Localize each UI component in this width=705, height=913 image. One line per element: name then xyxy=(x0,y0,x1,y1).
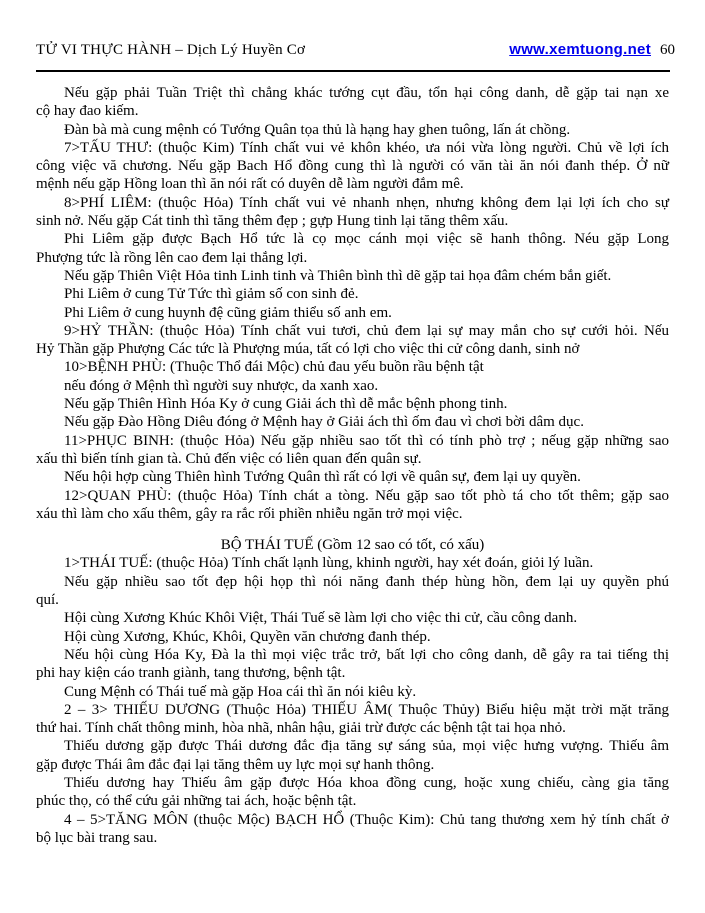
page-number: 60 xyxy=(660,42,675,58)
paragraph xyxy=(36,628,669,646)
paragraph xyxy=(36,683,669,701)
text-line: Phi Liêm gặp được Bạch Hổ tức là cọ mọc cánh mọi việc sẽ hanh thông. Néu gặp Long xyxy=(64,231,669,248)
paragraph xyxy=(36,194,669,231)
text-line: Cung Mệnh có Thái tuế mà gặp Hoa cái thì ăn nói kiêu kỳ. xyxy=(64,683,417,700)
text-line: sinh nở. Nếu gặp Cát tinh thì tăng thêm đẹp ; gựp Hung tinh lại tăng thêm xấu. xyxy=(36,213,509,230)
text-line: Phượng tức là rồng lên cao đem lại thắng lợi. xyxy=(36,249,308,266)
paragraph xyxy=(36,377,669,395)
text-line: mệnh nếu gặp Hồng loan thì ăn nói rất có duyên dễ làm người đắm mê. xyxy=(36,176,464,193)
paragraph xyxy=(36,554,669,572)
text-line: thứ hai. Tính chất thông minh, hòa nhã, nhân hậu, giải trừ được các bệnh tật tai họa nhỏ. xyxy=(36,720,566,737)
text-line: 10>BỆNH PHÙ: (Thuộc Thổ đái Mộc) chủ đau yếu buồn rầu bệnh tật xyxy=(64,359,484,376)
header-title: TỬ VI THỰC HÀNH – Dịch Lý Huyền Cơ xyxy=(36,42,306,58)
paragraph xyxy=(36,811,669,848)
paragraph xyxy=(36,267,669,285)
paragraph xyxy=(36,487,669,524)
text-line: 8>PHÍ LIÊM: (thuộc Hỏa) Tính chất vui vẻ nhanh nhẹn, nhưng không đem lại lợi ích cho sự xyxy=(64,194,669,211)
paragraph xyxy=(36,737,669,774)
text-line: Thiếu dương hay Thiếu âm gặp được Hóa khoa đồng cung, hoặc xung chiếu, càng gia tăng xyxy=(64,774,669,791)
text-line: xáu thì làm cho xấu thêm, gây ra rắc rối phiền nhiễu ngăn trở mọi việc. xyxy=(36,505,463,522)
text-line: 7>TẤU THƯ: (thuộc Kim) Tính chất vui vẻ khôn khéo, ưa nói vừa lòng người. Chủ về lợi ích xyxy=(64,139,669,156)
text-line: xấu thì biến tính gian tà. Chủ đến việc có liên quan đến quân sự. xyxy=(36,450,422,467)
text-line: 4 – 5>TĂNG MÔN (thuộc Mộc) BẠCH HỔ (Thuộc Kim): Chủ tang thương xem hỷ tính chất ở xyxy=(64,811,669,828)
text-line: 11>PHỤC BINH: (thuộc Hỏa) Nếu gặp nhiều sao tốt thì có tính phò trợ ; nếug gặp những sao xyxy=(64,432,669,449)
text-line: nếu đóng ở Mệnh thì người suy nhược, da xanh xao. xyxy=(64,377,379,394)
paragraph xyxy=(36,432,669,469)
paragraph xyxy=(36,413,669,431)
text-line: quí. xyxy=(36,592,59,609)
text-line: cộ hay đao kiếm. xyxy=(36,103,139,120)
text-line: Đàn bà mà cung mệnh có Tướng Quân tọa thủ là hạng hay ghen tuông, lấn át chồng. xyxy=(64,121,571,138)
page-header xyxy=(36,41,675,59)
text-line: 9>HỶ THẦN: (thuộc Hỏa) Tính chất vui tươi, chủ đem lại sự may mắn cho sự cưới hỏi. Nếu xyxy=(64,322,669,339)
text-line: Hỷ Thần gặp Phượng Các tức là Phượng múa, tất có lợi cho việc thi cử công danh, sinh nở xyxy=(36,341,580,358)
text-line: Nếu hội cùng Hóa Ky, Đà la thì mọi việc trắc trở, bất lợi cho công danh, dễ gây ra tai tiếng thị xyxy=(64,646,669,663)
paragraph xyxy=(36,304,669,322)
text-line: gặp được Thái âm đắc đại lại tăng thêm uy lực mọi sự hanh thông. xyxy=(36,756,435,773)
document-body xyxy=(36,84,669,847)
text-line: Phi Liêm ở cung Tử Tức thì giảm số con sinh đẻ. xyxy=(64,286,359,303)
paragraph xyxy=(36,468,669,486)
text-line: Nếu gặp Thiên Hình Hóa Ky ở cung Giải ách thì dễ mắc bệnh phong tinh. xyxy=(64,396,508,413)
text-line: công việc vă chương. Nếu gặp Bach Hổ đồng cung thì là người có văn tài ăn nói đanh thép. Ở nữ xyxy=(36,158,669,175)
paragraph xyxy=(36,701,669,738)
paragraph xyxy=(36,84,669,121)
text-line: Thiếu dương gặp được Thái dương đắc địa tăng sự sáng sủa, mọi việc hưng vượng. Thiếu âm xyxy=(64,738,669,755)
paragraph xyxy=(36,230,669,267)
paragraph xyxy=(36,774,669,811)
text-line: phúc thọ, có thể cứu gải những tai ách, hoặc bệnh tật. xyxy=(36,793,357,810)
text-line: BỘ THÁI TUẾ (Gồm 12 sao có tốt, có xấu) xyxy=(220,537,485,554)
header-right-group xyxy=(509,41,675,59)
text-line: Nếu gặp Thiên Việt Hỏa tinh Linh tinh và Thiên bình thì dẽ gặp tai họa đâm chém bắn giết. xyxy=(64,267,612,284)
text-line: bộ lục bài trang sau. xyxy=(36,829,158,846)
text-line: 12>QUAN PHÙ: (thuộc Hỏa) Tính chát a tòng. Nếu gặp sao tốt phò tá cho tốt thêm; gặp sao xyxy=(64,487,669,504)
paragraph xyxy=(36,573,669,610)
paragraph xyxy=(36,358,669,376)
text-line: Hội cùng Xương, Khúc, Khôi, Quyền văn chương đanh thép. xyxy=(64,628,431,645)
text-line: 2 – 3> THIẾU DƯƠNG (Thuộc Hỏa) THIẾU ÂM( Thuộc Thủy) Biểu hiệu mặt trời mặt trăng xyxy=(64,701,669,718)
paragraph xyxy=(36,322,669,359)
paragraph xyxy=(36,609,669,627)
text-line: Nếu gặp Đào Hồng Diêu đóng ở Mệnh hay ở Giải ách thì ốm đau vì chơi bời dâm dục. xyxy=(64,414,584,431)
header-divider xyxy=(36,70,670,72)
text-line: Nếu gặp phải Tuần Triệt thì chẳng khác tướng cụt đầu, tổn hại công danh, dễ gặp tai nạn xe xyxy=(64,85,669,101)
text-line: Nếu hội hợp cùng Thiên hình Tướng Quân thì rất có lợi về quân sự, đem lại uy quyền. xyxy=(64,469,581,486)
text-line: phi hay kiện cáo tranh giành, tang thương, bệnh tật. xyxy=(36,665,346,682)
text-line: Hội cùng Xương Khúc Khôi Việt, Thái Tuế sẽ làm lợi cho việc thi cử, cầu công danh. xyxy=(64,610,578,627)
paragraph-spacer xyxy=(36,523,669,536)
paragraph xyxy=(36,395,669,413)
section-heading xyxy=(36,536,669,554)
website-link[interactable]: www.xemtuong.net xyxy=(509,41,651,58)
text-line: Nếu gặp nhiều sao tốt đẹp hội họp thì nói năng đanh thép hùng hồn, đem lại uy quyền phú xyxy=(64,573,669,590)
paragraph xyxy=(36,121,669,139)
paragraph xyxy=(36,139,669,194)
paragraph xyxy=(36,285,669,303)
text-line: Phi Liêm ở cung huynh đệ cũng giảm thiểu số anh em. xyxy=(64,304,392,321)
paragraph xyxy=(36,646,669,683)
text-line: 1>THÁI TUẾ: (thuộc Hỏa) Tính chất lạnh lùng, khinh người, hay xét đoán, giỏi lý luần. xyxy=(64,555,594,572)
